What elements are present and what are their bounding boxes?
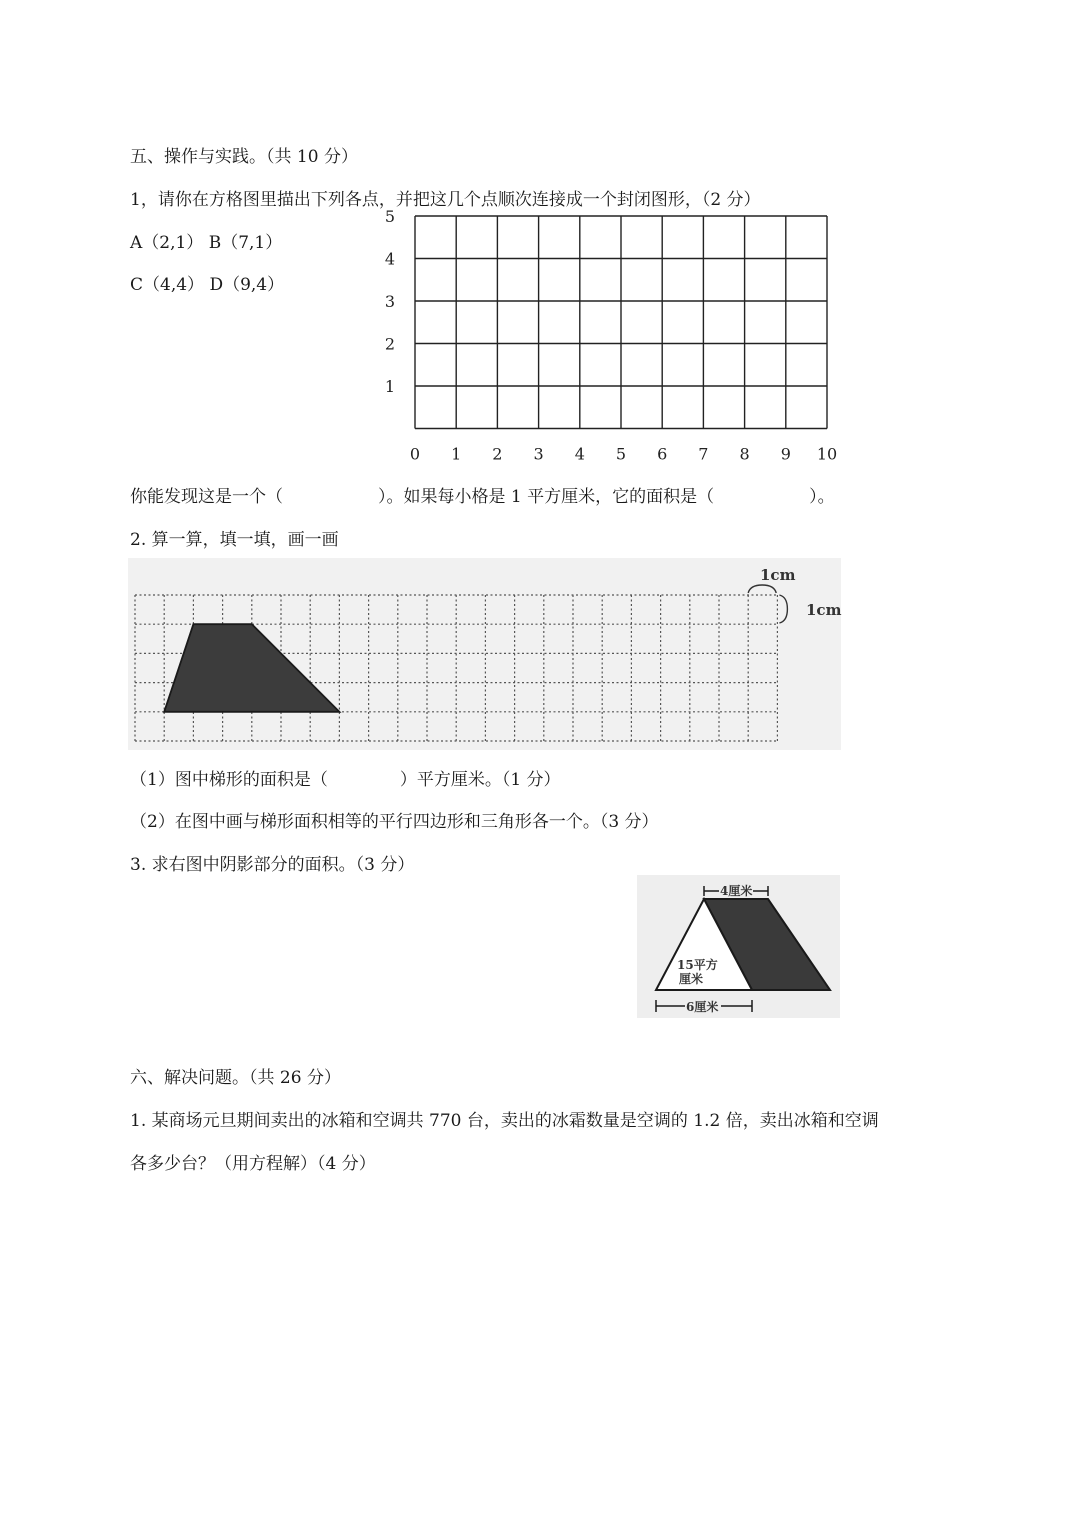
x-tick-label: 1	[451, 444, 462, 464]
section-5-title: 五、操作与实践。（共 10 分）	[130, 147, 358, 167]
q1-answer-part3: ）。	[809, 487, 835, 507]
x-tick-label: 9	[780, 444, 791, 464]
y-tick-label: 3	[384, 292, 396, 311]
q3-prompt: 3. 求右图中阴影部分的面积。（3 分）	[130, 855, 415, 875]
q1-points-cd: C（4,4） D（9,4）	[130, 275, 285, 295]
unit-height-label: 1cm	[806, 601, 842, 619]
x-tick-label: 6	[657, 444, 668, 464]
x-tick-label: 0	[409, 444, 421, 464]
coordinate-grid[interactable]	[378, 205, 838, 464]
s6-q1-line2: 各多少台？（用方程解）（4 分）	[130, 1154, 376, 1174]
q1-answer-line	[130, 482, 835, 507]
shaded-trapezoid	[164, 624, 339, 712]
section-6-title: 六、解决问题。（共 26 分）	[130, 1068, 341, 1088]
y-tick-label: 1	[384, 377, 396, 396]
x-tick-label: 5	[615, 444, 627, 464]
y-tick-label: 5	[384, 207, 396, 226]
q1-prompt: 1，请你在方格图里描出下列各点，并把这几个点顺次连接成一个封闭图形，（2 分）	[130, 190, 761, 210]
triangle-area-label-2: 厘米	[679, 972, 704, 986]
q2-sub1-part2: ）平方厘米。（1 分）	[399, 770, 561, 790]
x-tick-label: 10	[816, 444, 838, 464]
top-dimension-label: 4厘米	[720, 884, 753, 898]
triangle-area-label-1: 15平方	[677, 958, 718, 972]
dotted-grid-figure[interactable]	[128, 558, 841, 750]
x-tick-label: 3	[533, 444, 544, 464]
q1-points-ab: A（2,1） B（7,1）	[130, 233, 283, 253]
y-tick-label: 4	[384, 249, 396, 269]
x-tick-label: 2	[492, 444, 503, 464]
x-tick-label: 8	[739, 444, 750, 464]
unit-width-label: 1cm	[760, 566, 796, 584]
y-tick-label: 2	[384, 334, 396, 354]
q1-answer-part1: 你能发现这是一个（	[130, 487, 283, 507]
q2-sub2: （2）在图中画与梯形面积相等的平行四边形和三角形各一个。（3 分）	[130, 812, 659, 832]
shaded-area-figure	[637, 875, 840, 1018]
x-tick-label: 4	[574, 444, 585, 464]
q1-answer-part2: ）。如果每小格是 1 平方厘米，它的面积是（	[378, 487, 715, 507]
x-tick-label: 7	[698, 444, 709, 464]
unit-height-bracket	[779, 595, 787, 623]
unit-width-bracket	[748, 585, 776, 593]
q2-prompt: 2. 算一算，填一填，画一画	[130, 530, 339, 550]
q2-sub1	[130, 765, 561, 790]
q2-sub1-part1: （1）图中梯形的面积是（	[130, 770, 328, 790]
bottom-dimension-label: 6厘米	[686, 1000, 719, 1014]
s6-q1-line1: 1. 某商场元旦期间卖出的冰箱和空调共 770 台，卖出的冰霜数量是空调的 1.2 倍，卖出冰箱和空调	[130, 1111, 879, 1131]
